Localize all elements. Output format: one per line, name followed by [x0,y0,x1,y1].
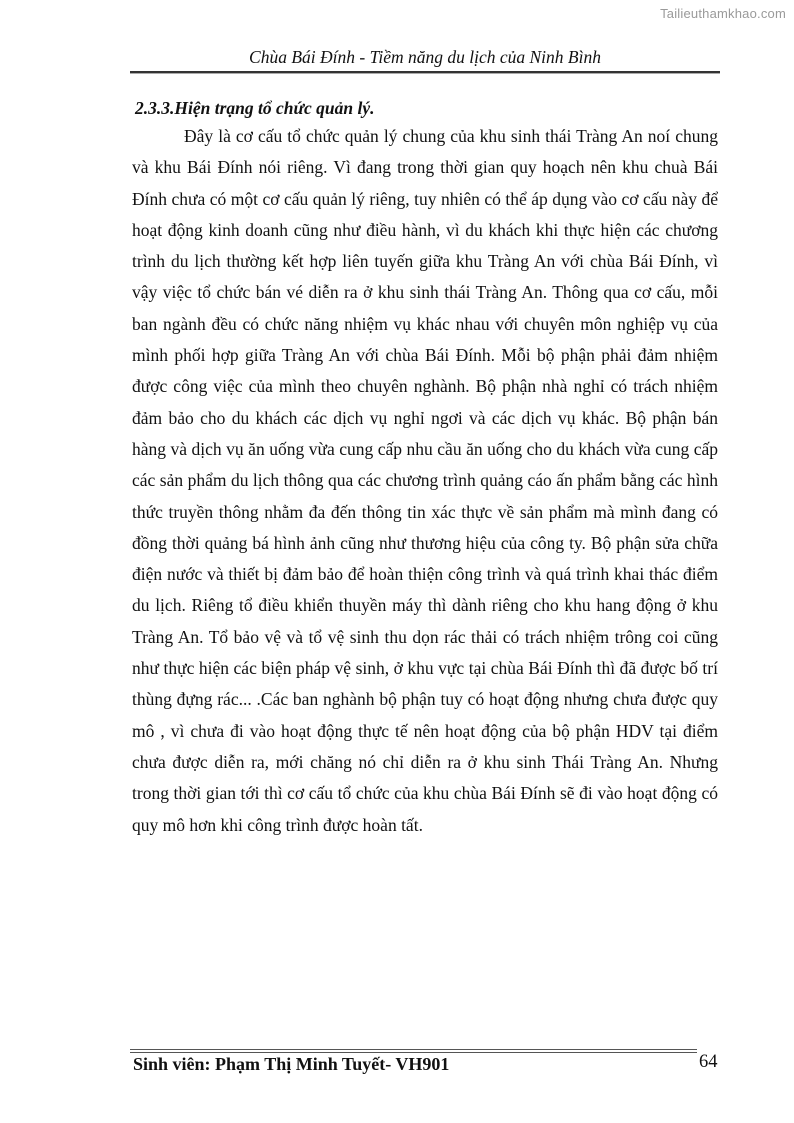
header-rule [130,71,720,73]
page-number: 64 [699,1052,718,1072]
footer-student-name: Sinh viên: Phạm Thị Minh Tuyết- VH901 [133,1054,450,1074]
body-text [132,121,718,841]
section-heading: 2.3.3.Hiện trạng tổ chức quản lý. [135,98,375,118]
running-header-title: Chùa Bái Đính - Tiềm năng du lịch của Ninh Bình [249,47,601,67]
watermark: Tailieuthamkhao.com [660,6,786,21]
body-paragraph: Đây là cơ cấu tổ chức quản lý chung của khu sinh thái Tràng An noí chung và khu Bái Đính nói riêng. Vì đang trong thời gian quy hoạch nên khu chuà Bái Đính chưa có một cơ cấu quản lý riêng, tuy nhiên có thể áp dụng vào cơ cấu này để hoạt động kinh doanh cũng như điều hành, vì du khách khi thực hiện các chương trình du lịch thường kết hợp liên tuyến giữa khu Tràng An với chùa Bái Đính, vì vậy việc tổ chức bán vé diễn ra ở khu sinh thái Tràng An. Thông qua cơ cấu, mỗi ban ngành đều có chức năng nhiệm vụ khác nhau với chuyên môn nghiệp vụ của mình phối hợp giữa Tràng An với chùa Bái Đính. Mỗi bộ phận phải đảm nhiệm được công việc của mình theo chuyên nghành. Bộ phận nhà nghỉ có trách nhiệm đảm bảo cho du khách các dịch vụ nghỉ ngơi và các dịch vụ khác. Bộ phận bán hàng và dịch vụ ăn uống vừa cung cấp nhu cầu ăn uống cho du khách vừa cung cấp các sản phẩm du lịch thông qua các chương trình quảng cáo ấn phẩm bằng các hình thức truyền thông nhằm đa đến thông tin xác thực về sản phẩm mà mình đang có đồng thời quảng bá hình ảnh cũng như thương hiệu của công ty. Bộ phận sửa chữa điện nước và thiết bị đảm bảo để hoàn thiện công trình và quá trình khai thác điểm du lịch. Riêng tổ điều khiển thuyền máy thì dành riêng cho khu hang động ở khu Tràng An. Tổ bảo vệ và tổ vệ sinh thu dọn rác thải có trách nhiệm trông coi cũng như thực hiện các biện pháp vệ sinh, ở khu vực tại chùa Bái Đính thì đã được bố trí thùng đựng rác... .Các ban nghành bộ phận tuy có hoạt động nhưng chưa được quy mô , vì chưa đi vào hoạt động thực tế nên hoạt động của bộ phận HDV tại điểm chưa được diễn ra, mới chăng nó chỉ diễn ra ở khu sinh Thái Tràng An. Nhưng trong thời gian tới thì cơ cấu tổ chức của khu chùa Bái Đính sẽ đi vào hoạt động có quy mô hơn khi công trình được hoàn tất. [132,126,718,835]
footer-rule [130,1049,697,1053]
